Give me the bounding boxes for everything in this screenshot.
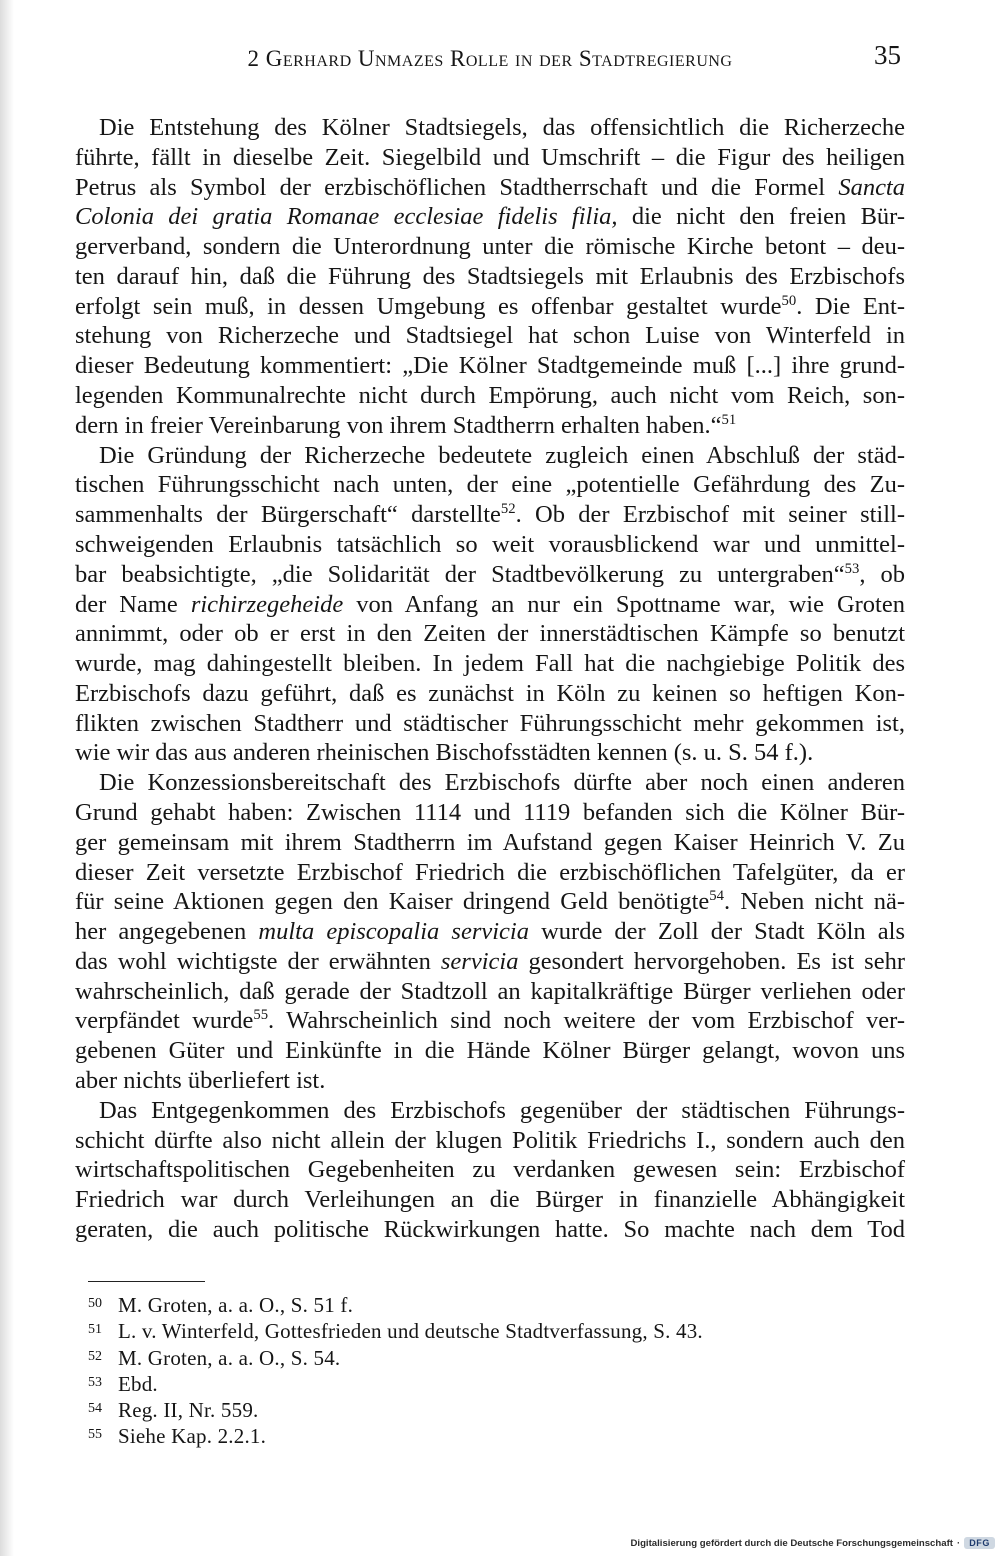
text-run: Erzbischofs dazu geführt, daß es zunächst in Köln zu keinen so heftigen Kon- [75, 679, 905, 707]
footnote-text: M. Groten, a. a. O., S. 54. [118, 1345, 341, 1370]
footnote-number: 54 [88, 1401, 102, 1417]
text-run: . Die Ent- [796, 292, 905, 320]
text-run: her angegebenen [75, 918, 259, 946]
text-run: von Anfang an nur ein Spottname war, wie Groten [343, 590, 905, 618]
text-line [75, 977, 905, 1007]
footnote-text: L. v. Winterfeld, Gottesfrieden und deutsche Stadtverfassung, S. 43. [118, 1319, 703, 1344]
chapter-heading [75, 42, 905, 76]
text-run: geraten, die auch politische Rückwirkungen hatte. So machte nach dem Tod [75, 1215, 905, 1243]
text-run: wie wir das aus anderen rheinischen Bischofsstädten kennen (s. u. S. 54 f.). [75, 739, 814, 767]
chapter-number: 2 [247, 46, 260, 71]
text-run: der Name [75, 590, 191, 618]
italic-phrase: richirzegeheide [190, 590, 344, 618]
text-line [75, 917, 905, 947]
text-line [75, 679, 905, 709]
running-head [75, 42, 905, 76]
text-run: flikten zwischen Stadtherr und städtischer Führungsschicht mehr gekommen ist, [75, 709, 905, 737]
text-line [75, 768, 905, 798]
text-line [75, 321, 905, 351]
credit-text: Digitalisierung gefördert durch die Deutsche Forschungsgemeinschaft [630, 1537, 953, 1549]
text-run: für seine Aktionen gegen den Kaiser dringend Geld benötigte [75, 888, 710, 916]
text-run: ger gemeinsam mit ihrem Stadtherrn im Aufstand gegen Kaiser Heinrich V. Zu [75, 828, 905, 856]
footnote [88, 1373, 908, 1399]
text-run: dern in freier Vereinbarung von ihrem Stadtherrn erhalten haben.“ [75, 411, 722, 439]
text-line [75, 1036, 905, 1066]
footnote-number: 55 [88, 1427, 102, 1443]
text-run: wurde, mag dahingestellt bleiben. In jedem Fall hat die nachgiebige Politik des [75, 650, 905, 678]
text-run: gesondert hervorgehoben. Es ist sehr [518, 947, 905, 975]
paragraph [75, 441, 905, 769]
text-run: . Wahrscheinlich sind noch weitere der vom Erzbischof ver- [268, 1007, 905, 1035]
text-run: Das Entgegenkommen des Erzbischofs gegenüber der städtischen Führungs- [99, 1096, 905, 1124]
credit-separator: · [956, 1537, 961, 1549]
text-line [75, 947, 905, 977]
text-run: dieser Zeit versetzte Erzbischof Friedrich die erzbischöflichen Tafelgüter, da er [75, 858, 905, 886]
paragraph [75, 113, 905, 441]
text-line [75, 351, 905, 381]
paragraph [75, 1096, 905, 1245]
text-line [75, 1215, 905, 1245]
text-line [75, 173, 905, 203]
text-line [75, 858, 905, 888]
text-line [75, 1066, 905, 1096]
text-line [75, 202, 905, 232]
footnote [88, 1399, 908, 1425]
text-line [75, 381, 905, 411]
text-run: Die Entstehung des Kölner Stadtsiegels, das offensichtlich die Richerzeche [99, 114, 905, 141]
footnote-text: Ebd. [118, 1371, 158, 1396]
footnote-number: 53 [88, 1374, 102, 1390]
footnote [88, 1425, 908, 1451]
text-line [75, 411, 905, 441]
text-line [75, 143, 905, 173]
footnote-reference: 52 [500, 501, 516, 518]
text-line [75, 262, 905, 292]
text-run: legenden Kommunalrechte nicht durch Empörung, auch nicht vom Reich, son- [75, 382, 905, 410]
page-number: 35 [874, 40, 901, 70]
text-run: , ob [859, 560, 905, 588]
text-run: Petrus als Symbol der erzbischöflichen Stadtherrschaft und die Formel [75, 173, 839, 201]
text-run: Die Konzessionsbereitschaft des Erzbischofs dürfte aber noch einen anderen [99, 769, 905, 797]
text-line [75, 530, 905, 560]
footnotes [88, 1294, 908, 1452]
text-line [75, 1096, 905, 1126]
text-run: dieser Bedeutung kommentiert: „Die Kölner Stadtgemeinde muß [...] ihre grund- [75, 352, 905, 380]
footnote [88, 1320, 908, 1346]
text-line [75, 441, 905, 471]
text-line [75, 1126, 905, 1156]
text-line [75, 828, 905, 858]
text-run: wirtschaftspolitischen Gegebenheiten zu verdanken gewesen sein: Erzbischof [75, 1156, 905, 1184]
text-run: das wohl wichtigste der erwähnten [75, 947, 441, 975]
text-run: Die Gründung der Richerzeche bedeutete zugleich einen Abschluß der städ- [99, 441, 905, 469]
text-line [75, 649, 905, 679]
text-run: gebenen Güter und Einkünfte in die Hände Kölner Bürger gelangt, wovon uns [75, 1037, 905, 1065]
footnote [88, 1347, 908, 1373]
footnote [88, 1294, 908, 1320]
digitization-credit [630, 1535, 995, 1551]
footnote-number: 52 [88, 1348, 102, 1364]
text-line [75, 1006, 905, 1036]
scan-edge-shade [0, 0, 14, 1556]
text-line [75, 232, 905, 262]
text-run: sammenhalts der Bürgerschaft“ darstellte [75, 501, 501, 529]
italic-phrase: Sancta [838, 173, 905, 201]
footnote-reference: 50 [781, 292, 797, 309]
text-run: stehung von Richerzeche und Stadtsiegel hat schon Luise von Winterfeld in [75, 322, 905, 350]
text-line [75, 470, 905, 500]
chapter-title: Gerhard Unmazes Rolle in der Stadtregierung [265, 46, 733, 71]
footnote-number: 51 [88, 1322, 102, 1338]
text-line [75, 292, 905, 322]
text-run: tischen Führungsschicht nach unten, der eine „potentielle Gefährdung des Zu- [75, 471, 905, 499]
text-run: Grund gehabt haben: Zwischen 1114 und 1119 befanden sich die Kölner Bür- [75, 798, 905, 826]
text-run: aber nichts überliefert ist. [75, 1067, 326, 1094]
italic-phrase: Colonia dei gratia Romanae ecclesiae fidelis filia, [75, 203, 618, 231]
body-text [75, 113, 905, 1245]
footnote-number: 50 [88, 1296, 102, 1311]
text-line [75, 560, 905, 590]
text-line [75, 709, 905, 739]
footnote-reference: 54 [709, 888, 724, 905]
text-run: verpfändet wurde [75, 1007, 254, 1035]
text-line [75, 1185, 905, 1215]
text-run: . Neben nicht nä- [723, 888, 905, 916]
text-run: schicht dürfte also nicht allein der klugen Politik Friedrichs I., sondern auch den [75, 1126, 905, 1154]
text-line [75, 113, 905, 143]
paragraph [75, 768, 905, 1096]
text-line [75, 1155, 905, 1185]
footnote-reference: 55 [253, 1007, 269, 1024]
dfg-logo: DFG [964, 1537, 995, 1549]
text-run: gerverband, sondern die Unterordnung unter die römische Kirche betont – deu- [75, 233, 905, 261]
text-line [75, 590, 905, 620]
footnote-text: Siehe Kap. 2.2.1. [118, 1424, 267, 1449]
italic-phrase: multa episcopalia servicia [258, 918, 529, 946]
text-run: schweigenden Erlaubnis tatsächlich so weit vorausblickend war und unmittel- [75, 530, 905, 558]
text-line [75, 619, 905, 649]
text-run: die nicht den freien Bür- [617, 203, 905, 231]
text-run: wurde der Zoll der Stadt Köln als [528, 918, 906, 946]
footnote-reference: 53 [844, 560, 860, 577]
footnote-reference: 51 [721, 412, 737, 428]
italic-phrase: servicia [440, 947, 519, 975]
text-run: . Ob der Erzbischof mit seiner still- [515, 501, 905, 529]
footnote-text: Reg. II, Nr. 559. [118, 1398, 259, 1423]
text-run: wahrscheinlich, daß gerade der Stadtzoll an kapitalkräftige Bürger verliehen oder [75, 977, 905, 1005]
text-run: erfolgt sein muß, in dessen Umgebung es offenbar gestaltet wurde [75, 292, 782, 320]
text-run: bar beabsichtigte, „die Solidarität der Stadtbevölkerung zu untergraben“ [75, 560, 845, 588]
footnote-text: M. Groten, a. a. O., S. 51 f. [118, 1293, 354, 1317]
text-run: ten darauf hin, daß die Führung des Stadtsiegels mit Erlaubnis des Erzbischofs [75, 262, 905, 290]
text-line [75, 738, 905, 768]
text-line [75, 887, 905, 917]
text-line [75, 798, 905, 828]
text-run: annimmt, oder ob er erst in den Zeiten der innerstädtischen Kämpfe so benutzt [75, 620, 905, 648]
text-line [75, 500, 905, 530]
footnote-rule [88, 1281, 205, 1282]
text-run: Friedrich war durch Verleihungen an die Bürger in finanzielle Abhängigkeit [75, 1186, 905, 1214]
text-run: führte, fällt in dieselbe Zeit. Siegelbild und Umschrift – die Figur des heiligen [75, 143, 905, 171]
